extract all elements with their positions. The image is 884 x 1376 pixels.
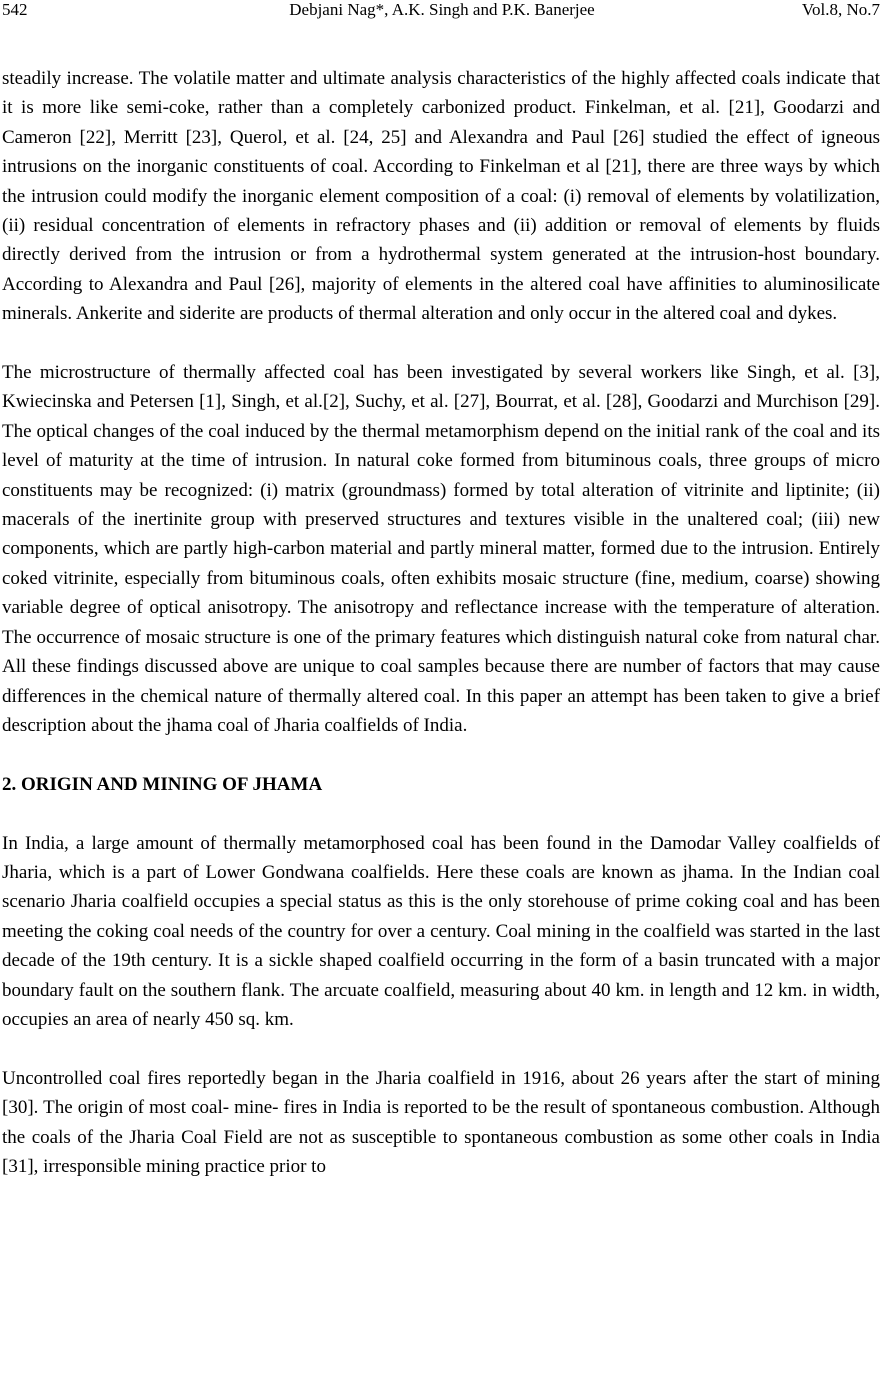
paragraph-jharia-coalfield: In India, a large amount of thermally metamorphosed coal has been found in the Damodar Valley coalfields of Jharia, which is a part of Lower Gondwana coalfields. Here these coals are known as jhama. In the Indian coal scenario Jharia coalfield occupies a special status as this is the only storehouse of prime coking coal and has been meeting the coking coal needs of the country for over a century. Coal mining in the coalfield was started in the last decade of the 19th century. It is a sickle shaped coalfield occurring in the form of a basin truncated with a major boundary fault on the southern flank. The arcuate coalfield, measuring about 40 km. in length and 12 km. in width, occupies an area of nearly 450 sq. km. — [2, 832, 880, 1030]
header-volume: Vol.8, No.7 — [801, 0, 880, 19]
paragraph-coal-fires: Uncontrolled coal fires reportedly began in the Jharia coalfield in 1916, about 26 years after the start of mining [30]. The origin of most coal- mine- fires in India is reported to be the result of spontaneous combustion. Although the coals of the Jharia Coal Field are not as susceptible to spontaneous combustion as some other coals in India [31], irresponsible mining practice prior to — [2, 1067, 880, 1177]
section-heading: 2. ORIGIN AND MINING OF JHAMA — [2, 773, 323, 795]
page-body — [2, 64, 880, 1181]
running-header — [0, 0, 884, 22]
paragraph-microstructure: The microstructure of thermally affected coal has been investigated by several workers like Singh, et al. [3], Kwiecinska and Petersen [1], Singh, et al.[2], Suchy, et al. [27], Bourrat, et al. [28], Goodarzi and Murchison [29]. The optical changes of the coal induced by the thermal metamorphism depend on the initial rank of the coal and its level of maturity at the time of intrusion. In natural coke formed from bituminous coals, three groups of micro constituents may be recognized: (i) matrix (groundmass) formed by total alteration of vitrinite and liptinite; (ii) macerals of the inertinite group with preserved structures and textures visible in the unaltered coal; (iii) new components, which are partly high-carbon material and partly mineral matter, formed due to the intrusion. Entirely coked vitrinite, especially from bituminous coals, often exhibits mosaic structure (fine, medium, coarse) showing variable degree of optical anisotropy. The anisotropy and reflectance increase with the temperature of alteration. The occurrence of mosaic structure is one of the primary features which distinguish natural coke from natural char. All these findings discussed above are unique to coal samples because there are number of factors that may cause differences in the chemical nature of thermally altered coal. In this paper an attempt has been taken to give a brief description about the jhama coal of Jharia coalfields of India. — [2, 362, 880, 736]
page-number: 542 — [2, 0, 28, 19]
header-authors: Debjani Nag*, A.K. Singh and P.K. Banerjee — [289, 0, 595, 19]
paragraph-igneous-intrusions: steadily increase. The volatile matter and ultimate analysis characteristics of the highly affected coals indicate that it is more like semi-coke, rather than a completely carbonized product. Finkelman, et al. [21], Goodarzi and Cameron [22], Merritt [23], Querol, et al. [24, 25] and Alexandra and Paul [26] studied the effect of igneous intrusions on the inorganic constituents of coal. According to Finkelman et al [21], there are three ways by which the intrusion could modify the inorganic element composition of a coal: (i) removal of elements by volatilization, (ii) residual concentration of elements in refractory phases and (ii) addition or removal of elements by fluids directly derived from the intrusion or from a hydrothermal system generated at the intrusion-host boundary. According to Alexandra and Paul [26], majority of elements in the altered coal have affinities to aluminosilicate minerals. Ankerite and siderite are products of thermal alteration and only occur in the altered coal and dykes. — [2, 68, 880, 325]
